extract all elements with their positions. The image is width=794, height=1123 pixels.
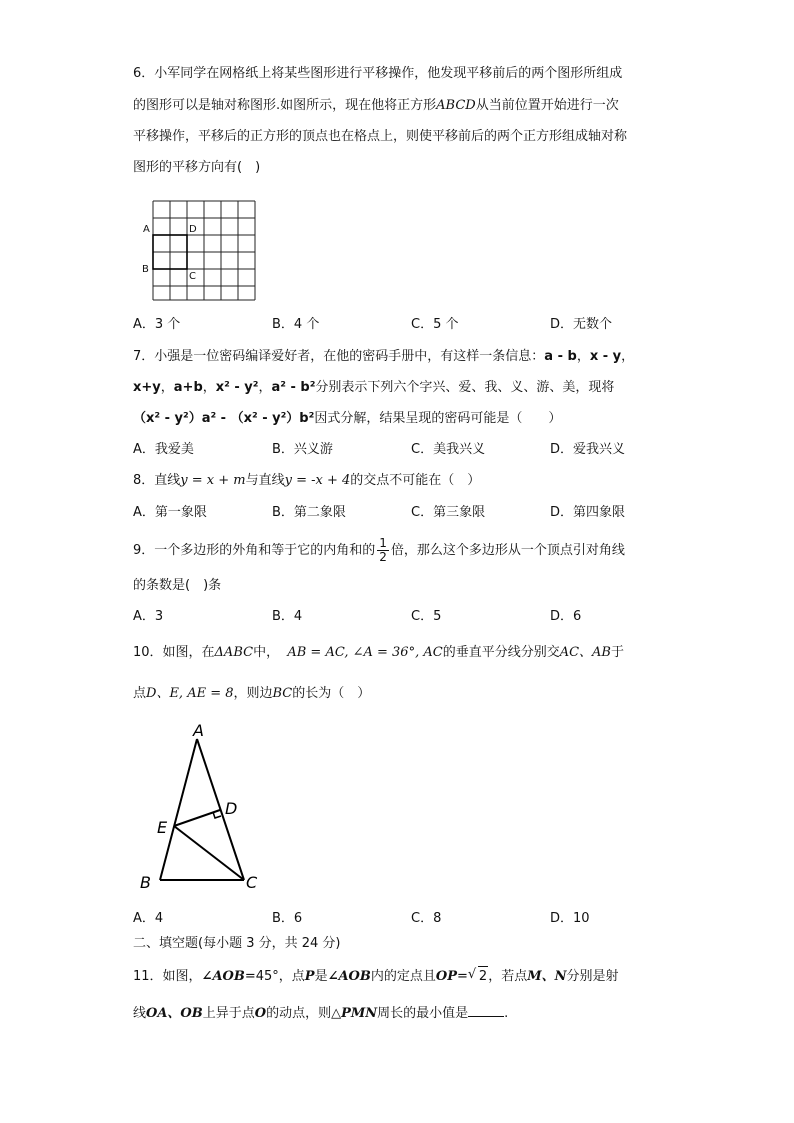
q7-l2-post: 分别表示下列六个字兴、爱、我、义、游、美，现将 xyxy=(315,380,615,395)
q6-choices xyxy=(133,315,693,335)
q7-choice-c: C．美我兴义 xyxy=(411,442,486,457)
q6-choice-d: D．无数个 xyxy=(550,317,613,332)
answer-blank[interactable] xyxy=(468,1002,504,1017)
q10-choice-b: B．6 xyxy=(272,911,303,926)
q8-mid: 与直线 xyxy=(245,473,285,488)
q6-line-2-end: 从当前位置开始进行一次 xyxy=(475,98,619,113)
q8-pre: 8．直线 xyxy=(133,473,181,488)
q7-l2-expr2: a+b xyxy=(173,380,203,395)
fig-label-c: C xyxy=(246,873,258,892)
q9-line-1 xyxy=(133,535,625,567)
q11-line-1 xyxy=(133,966,619,987)
q7-choice-d: D．爱我兴义 xyxy=(550,442,626,457)
q11-pre: 11．如图， xyxy=(133,969,202,984)
q10-choice-c: C．8 xyxy=(411,911,442,926)
q11-l2-rays: OA、OB xyxy=(146,1006,203,1021)
q11-l2-end: . xyxy=(504,1006,509,1021)
q8-line xyxy=(133,471,480,491)
q6-line-2 xyxy=(133,96,619,116)
fig-label-d: D xyxy=(225,799,238,818)
q10-post: 的垂直平分线分别交 xyxy=(442,645,560,660)
q7-l2-sep2: ， xyxy=(202,380,216,395)
q10-sides: AC、AB xyxy=(559,645,611,660)
q11-angle2: ∠AOB xyxy=(327,969,371,984)
q7-l1-pre: 7．小强是一位密码编译爱好者，在他的密码手册中，有这样一条信息： xyxy=(133,349,545,364)
q7-l1-sep: ， xyxy=(576,349,590,364)
q8-choice-d: D．第四象限 xyxy=(550,505,626,520)
q10-l2-post: 的长为（ ） xyxy=(292,686,371,701)
q6-choice-a: A．3 个 xyxy=(133,317,181,332)
q8-choice-a: A．第一象限 xyxy=(133,505,207,520)
fig-label-b: B xyxy=(140,873,151,892)
q7-l2-sep1: ， xyxy=(160,380,174,395)
q11-is: 是 xyxy=(314,969,328,984)
q11-line-2 xyxy=(133,1002,508,1024)
fig-label-a: A xyxy=(193,721,204,740)
q7-l2-expr1: x+y xyxy=(133,380,161,395)
q10-end: 于 xyxy=(610,645,624,660)
q10-l2-pts: D、E, AE = 8 xyxy=(146,686,234,701)
q11-post2: 分别是射 xyxy=(566,969,619,984)
grid-label-d: D xyxy=(189,224,197,235)
q9-post: 倍，那么这个多边形从一个顶点引对角线 xyxy=(390,543,625,558)
q11-l2-pre: 线 xyxy=(133,1006,147,1021)
q7-l1-end: ， xyxy=(621,349,635,364)
grid-label-b: B xyxy=(142,264,149,275)
q9-frac-den: 2 xyxy=(379,550,387,564)
q6-choice-c: C．5 个 xyxy=(411,317,459,332)
q10-pre: 10．如图，在 xyxy=(133,645,215,660)
q11-angle: ∠AOB xyxy=(201,969,245,984)
q10-l2-bc: BC xyxy=(272,686,293,701)
q6-grid-figure xyxy=(138,196,260,304)
q7-l3-post: 因式分解，结果呈现的密码可能是（ ） xyxy=(314,411,562,426)
q7-l2-sep3: ， xyxy=(258,380,272,395)
grid-label-a: A xyxy=(143,224,150,235)
q9-line-2: 的条数是( )条 xyxy=(133,578,222,593)
q11-l2-o: O xyxy=(254,1006,267,1021)
side-ab xyxy=(160,739,197,880)
q7-l1-expr2: x - y xyxy=(589,349,622,364)
section-2-heading: 二、填空题(每小题 3 分，共 24 分) xyxy=(133,936,341,951)
q9-fraction xyxy=(377,537,389,564)
q8-line1: y = x + m xyxy=(180,473,246,488)
q6-square-name: ABCD xyxy=(436,98,476,113)
q11-post: ，若点 xyxy=(488,969,528,984)
q9-choice-b: B．4 xyxy=(272,609,303,624)
q9-choice-d: D．6 xyxy=(550,609,582,624)
q10-choices xyxy=(133,909,693,929)
grid-lines xyxy=(153,201,255,300)
q11-eq: =45°，点 xyxy=(244,969,305,984)
q7-l1-expr1: a - b xyxy=(544,349,577,364)
q6-line-3: 平移操作，平移后的正方形的顶点也在格点上，则使平移前后的两个正方形组成轴对称 xyxy=(133,129,628,144)
q10-cond: AB = AC, ∠A = 36°, AC xyxy=(287,645,443,660)
fig-label-e: E xyxy=(157,818,168,837)
q6-choice-b: B．4 个 xyxy=(272,317,320,332)
q11-eq2: = xyxy=(457,969,468,984)
q7-line-1 xyxy=(133,347,634,367)
q8-choice-b: B．第二象限 xyxy=(272,505,346,520)
q8-line2: y = -x + 4 xyxy=(284,473,351,488)
q10-choice-a: A．4 xyxy=(133,911,164,926)
q11-mn: M、N xyxy=(527,969,567,984)
q10-mid: 中， xyxy=(253,645,280,660)
q11-l2-mid2: 的动点，则 xyxy=(266,1006,332,1021)
q6-line-4: 图形的平移方向有( ) xyxy=(133,160,261,175)
q6-line-2-text: 的图形可以是轴对称图形.如图所示，现在他将正方形 xyxy=(133,98,437,113)
q9-frac-num: 1 xyxy=(379,536,387,550)
q7-line-2 xyxy=(133,378,614,398)
q8-post: 的交点不可能在（ ） xyxy=(350,473,481,488)
grid-label-c: C xyxy=(189,271,196,282)
q11-l2-post: 周长的最小值是 xyxy=(377,1006,469,1021)
q8-choice-c: C．第三象限 xyxy=(411,505,486,520)
q10-l2-mid: ，则边 xyxy=(233,686,273,701)
q11-sqrt xyxy=(478,966,488,987)
segment-ec xyxy=(174,826,244,880)
q11-inside: 内的定点且 xyxy=(370,969,436,984)
q10-line-2 xyxy=(133,684,370,704)
q9-choice-c: C．5 xyxy=(411,609,442,624)
q10-l2-pre: 点 xyxy=(133,686,147,701)
q11-p: P xyxy=(304,969,315,984)
q7-choices xyxy=(133,440,693,460)
q8-choices xyxy=(133,503,693,523)
q7-choice-a: A．我爱美 xyxy=(133,442,194,457)
q10-choice-d: D．10 xyxy=(550,911,590,926)
q11-sqrt-val: 2 xyxy=(478,969,488,984)
q11-l2-mid: 上异于点 xyxy=(202,1006,255,1021)
q7-l3-expr: （x² - y²）a² - （x² - y²）b² xyxy=(133,411,315,426)
q7-choice-b: B．兴义游 xyxy=(272,442,333,457)
q7-line-3 xyxy=(133,409,561,429)
q11-op: OP xyxy=(435,969,457,984)
q7-l2-expr4: a² - b² xyxy=(271,380,316,395)
q10-line-1 xyxy=(133,643,624,663)
q10-triangle-figure xyxy=(135,718,275,896)
q9-pre: 9．一个多边形的外角和等于它的内角和的 xyxy=(133,543,376,558)
q9-choice-a: A．3 xyxy=(133,609,164,624)
q9-choices xyxy=(133,607,693,627)
q11-l2-tri: △PMN xyxy=(331,1006,378,1021)
q7-l2-expr3: x² - y² xyxy=(215,380,259,395)
q10-tri: ΔABC xyxy=(214,645,254,660)
q6-line-1: 6．小军同学在网格纸上将某些图形进行平移操作，他发现平移前后的两个图形所组成 xyxy=(133,66,623,81)
